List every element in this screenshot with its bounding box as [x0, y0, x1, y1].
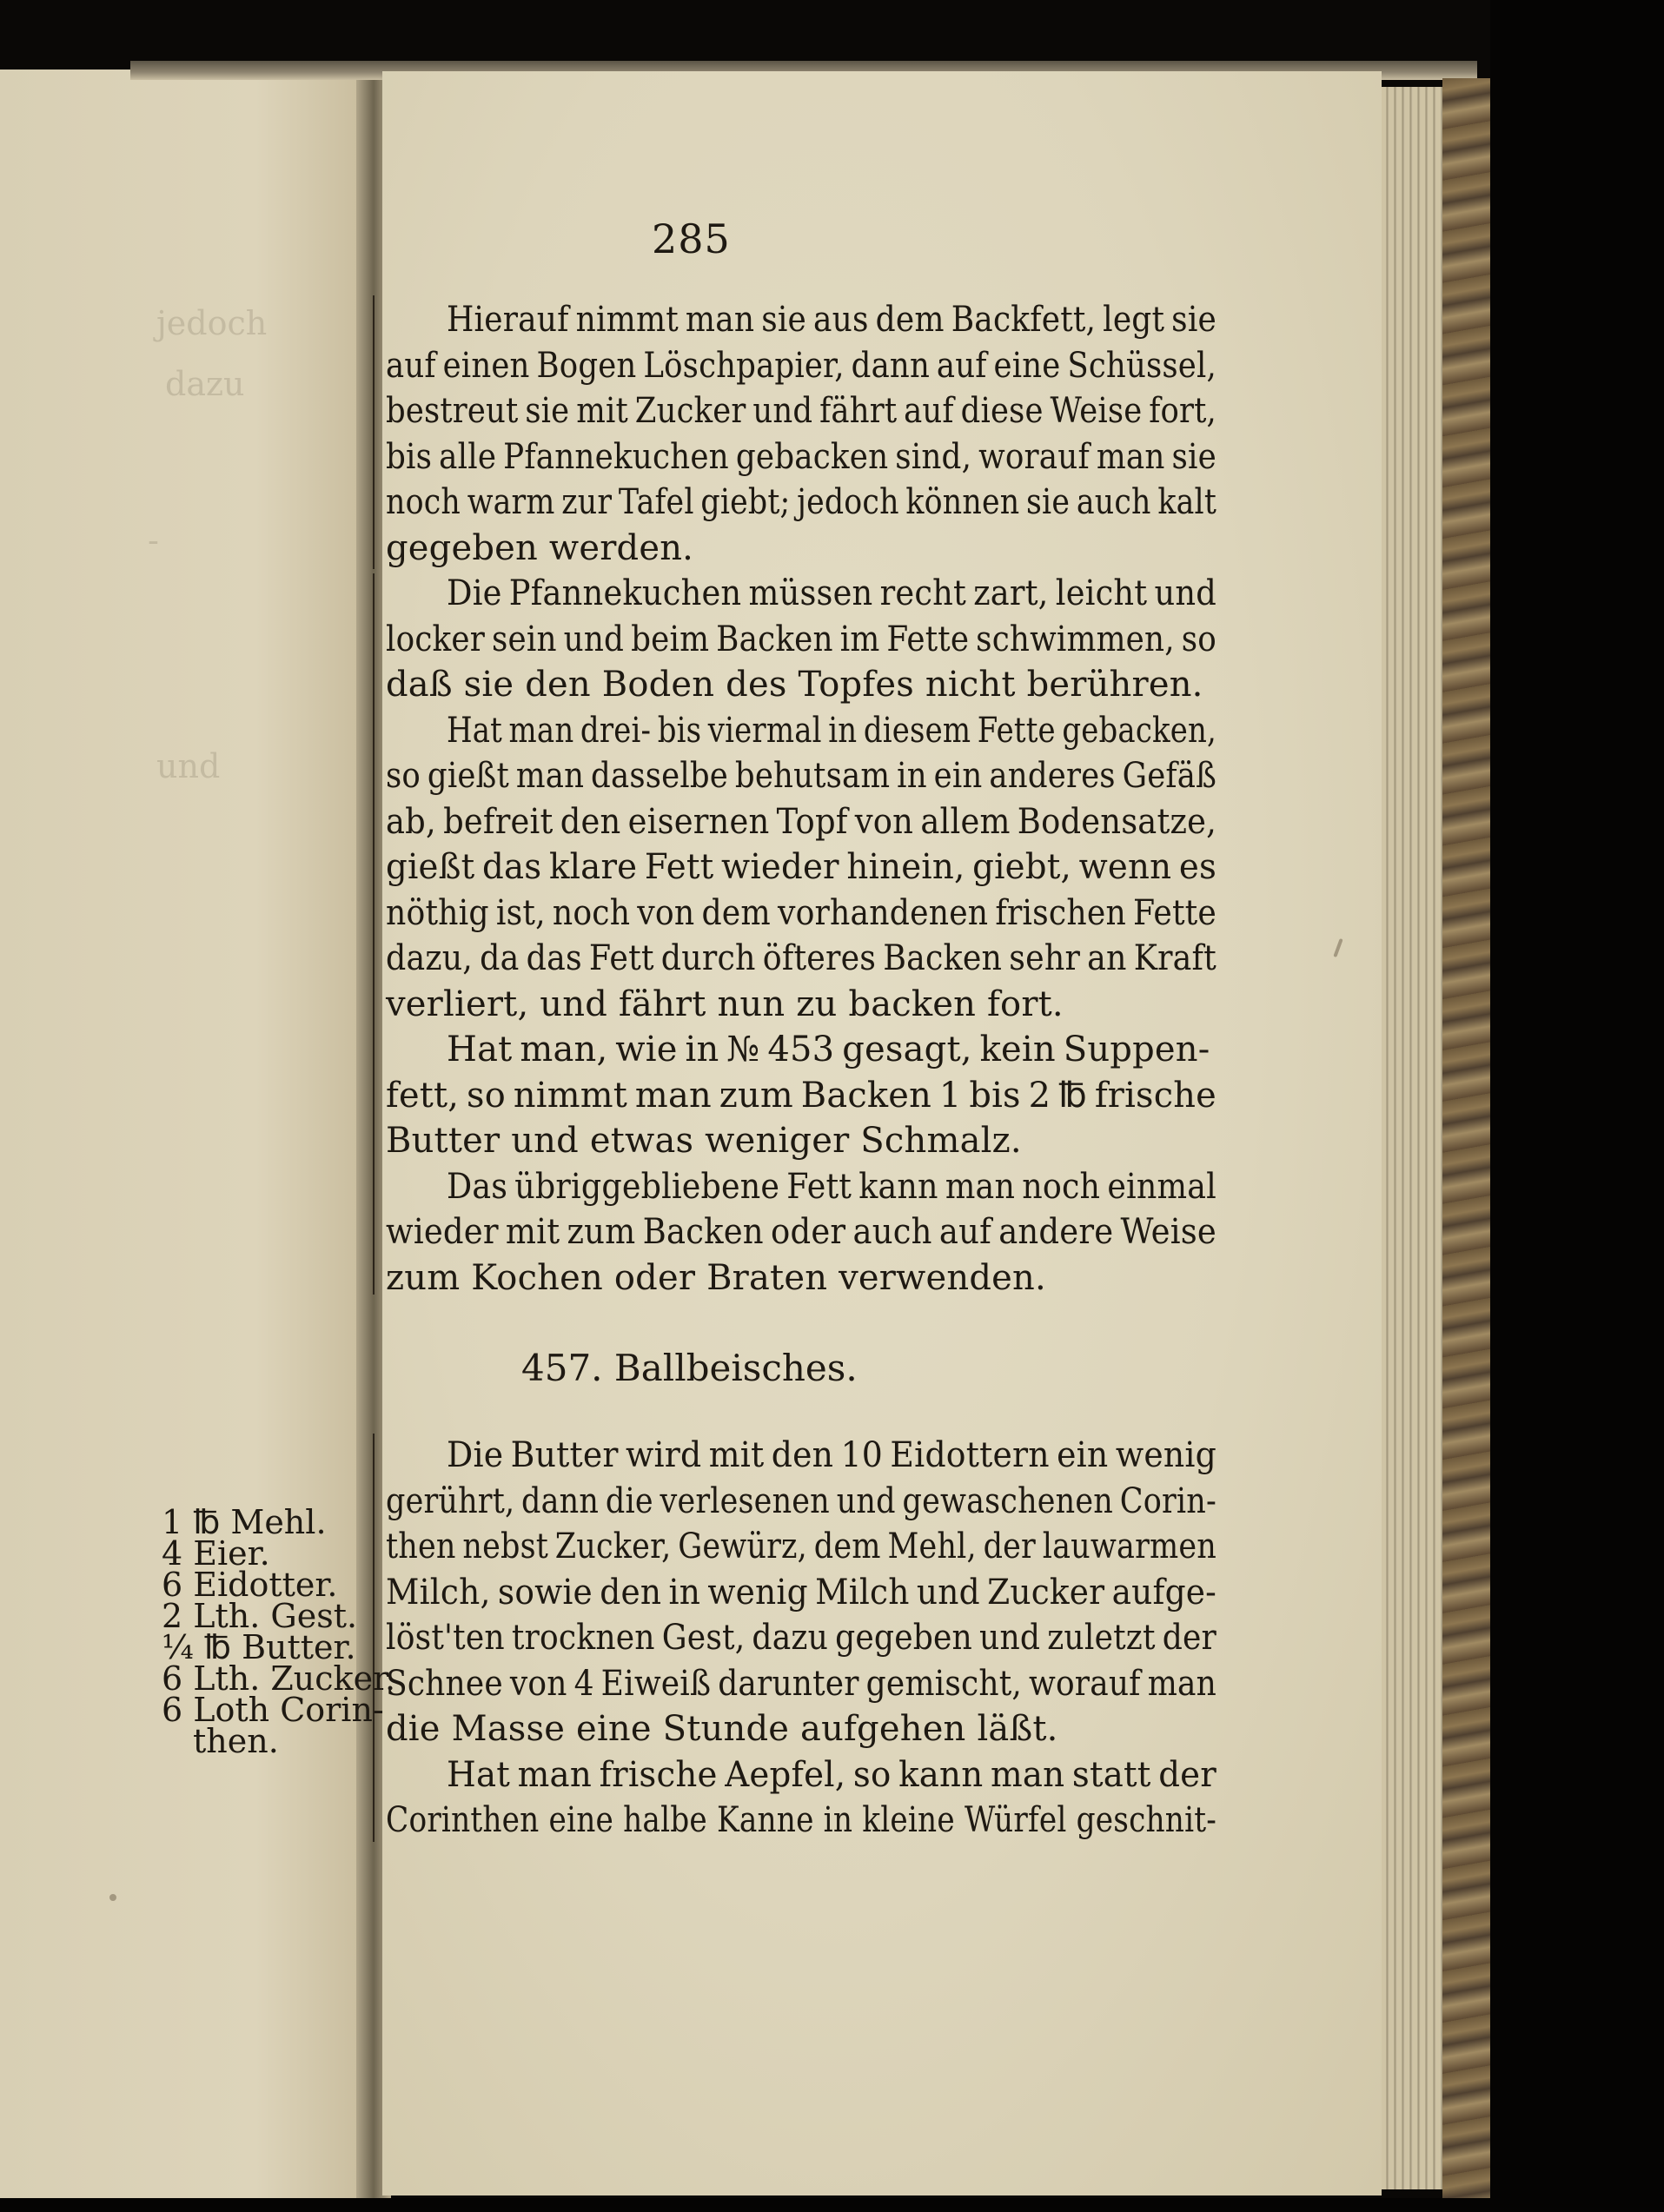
margin-rule	[373, 1434, 375, 1842]
text-line: daß sie den Boden des Topfes nicht berühren.	[386, 665, 1203, 705]
ingredient-item: 4 Eier.	[162, 1534, 270, 1573]
text-line: gießt das klare Fett wieder hinein, giebt, wenn es	[386, 847, 1217, 887]
marbled-cover	[1442, 78, 1490, 2198]
text-line: dazu, da das Fett durch öfteres Backen sehr an Kraft	[386, 938, 1217, 978]
ingredient-item: 6 Lth. Zucker.	[162, 1659, 396, 1698]
ingredient-item: 6 Eidotter.	[162, 1566, 338, 1604]
text-line: gerührt, dann die verlesenen und gewaschenen Corin-	[386, 1480, 1217, 1521]
text-line: Butter und etwas weniger Schmalz.	[386, 1121, 1022, 1161]
text-line: Die Butter wird mit den 10 Eidottern ein wenig	[447, 1435, 1217, 1475]
margin-rule	[373, 295, 375, 569]
margin-rule	[373, 573, 375, 1295]
text-line: fett, so nimmt man zum Backen 1 bis 2 ℔ frische	[386, 1075, 1217, 1116]
ingredient-item: 6 Loth Corin-	[162, 1691, 384, 1729]
bleed-through-text: jedoch	[156, 304, 268, 342]
text-line: Das übriggebliebene Fett kann man noch einmal	[447, 1166, 1217, 1207]
paper-mark	[109, 1894, 116, 1901]
text-line: nöthig ist, noch von dem vorhandenen frischen Fette	[386, 892, 1217, 933]
text-line: ab, befreit den eisernen Topf von allem Bodensatze,	[386, 801, 1217, 842]
text-line: then nebst Zucker, Gewürz, dem Mehl, der lauwarmen	[386, 1527, 1217, 1566]
text-line: bestreut sie mit Zucker und fährt auf diese Weise fort,	[386, 391, 1217, 431]
bleed-through-text: -	[148, 521, 159, 560]
text-line: so gießt man dasselbe behutsam in ein anderes Gefäß	[386, 756, 1217, 796]
bleed-through-text: und	[156, 747, 221, 785]
page-edges	[1382, 87, 1442, 2189]
ingredient-item: 1 ℔ Mehl.	[162, 1503, 327, 1541]
bleed-through-text: dazu	[165, 365, 245, 403]
text-line: Schnee von 4 Eiweiß darunter gemischt, worauf man	[386, 1663, 1217, 1704]
page-number: 285	[652, 215, 731, 262]
text-line: bis alle Pfannekuchen gebacken sind, worauf man sie	[386, 436, 1217, 477]
text-line: auf einen Bogen Löschpapier, dann auf eine Schüssel,	[386, 345, 1217, 386]
text-line: Hat man drei- bis viermal in diesem Fette gebacken,	[447, 710, 1217, 751]
text-line: verliert, und fährt nun zu backen fort.	[386, 983, 1064, 1024]
ingredient-item: ¼ ℔ Butter.	[162, 1628, 356, 1666]
background-dark-bottom	[0, 2198, 1664, 2212]
text-line: die Masse eine Stunde aufgehen läßt.	[386, 1709, 1058, 1749]
text-line: noch warm zur Tafel giebt; jedoch können sie auch kalt	[386, 482, 1217, 522]
text-line: Milch, sowie den in wenig Milch und Zucker aufge-	[386, 1572, 1217, 1613]
ingredient-item: then.	[193, 1722, 279, 1760]
text-line: Hat man frische Aepfel, so kann man statt der	[447, 1754, 1217, 1795]
ingredient-item: 2 Lth. Gest.	[162, 1597, 358, 1635]
text-line: locker sein und beim Backen im Fette schwimmen, so	[386, 619, 1217, 659]
background-dark	[1490, 0, 1664, 2212]
text-line: zum Kochen oder Braten verwenden.	[386, 1257, 1046, 1298]
text-line: gegeben werden.	[386, 527, 694, 568]
recipe-heading: 457. Ballbeisches.	[521, 1347, 858, 1389]
text-line: Hat man, wie in № 453 gesagt, kein Suppen-	[447, 1030, 1210, 1070]
text-line: Hierauf nimmt man sie aus dem Backfett, legt sie	[447, 300, 1217, 340]
text-line: Corinthen eine halbe Kanne in kleine Würfel geschnit-	[386, 1800, 1217, 1840]
text-line: löst'ten trocknen Gest, dazu gegeben und zuletzt der	[386, 1618, 1217, 1658]
left-page	[0, 70, 365, 2207]
text-line: Die Pfannekuchen müssen recht zart, leicht und	[447, 573, 1217, 613]
text-line: wieder mit zum Backen oder auch auf andere Weise	[386, 1212, 1217, 1252]
